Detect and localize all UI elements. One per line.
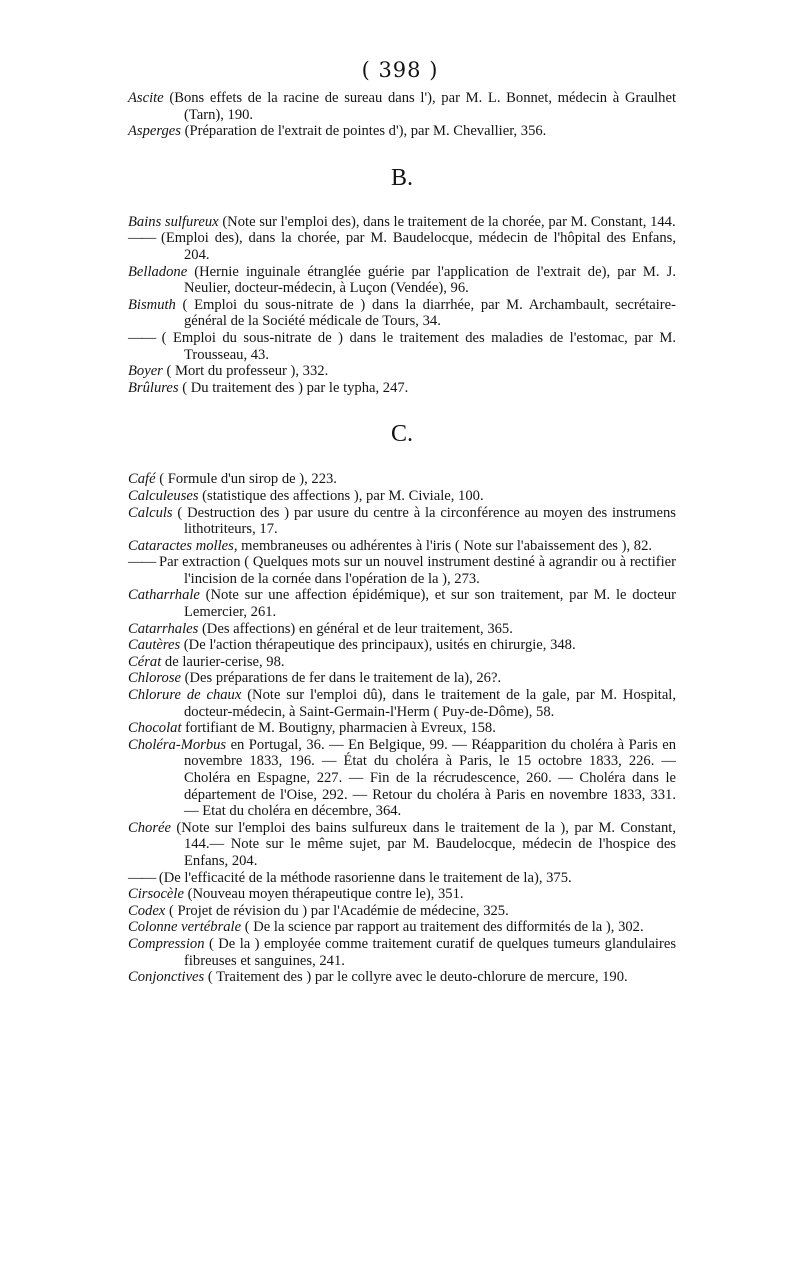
entry-term: Cautères bbox=[128, 637, 181, 654]
entry-text: ( Emploi du sous-nitrate de ) dans le traitement des maladies de l'estomac, par M. Trousseau, 43. bbox=[155, 329, 676, 363]
entry-text: (Nouveau moyen thérapeutique contre le), 351. bbox=[183, 886, 464, 903]
ditto-dash: —— bbox=[128, 554, 156, 571]
index-entry bbox=[128, 488, 676, 505]
entry-text: (Des affections) en général et de leur traitement, 365. bbox=[198, 620, 513, 637]
entry-text: de laurier-cerise, 98. bbox=[161, 653, 285, 670]
entry-text: en Portugal, 36. — En Belgique, 99. — Réapparition du choléra à Paris en novembre 1833, 196. — État du choléra à Paris, le 15 octobre 1833, 226. — Choléra en Espagne, 227. — Fin de la récrudescence, 260. — Choléra dans le département de l'Oise, 292. — Retour du choléra à Paris en novembre 1833, 331. — Etat du choléra en décembre, 364. bbox=[184, 736, 676, 820]
index-entry bbox=[128, 720, 676, 737]
index-column bbox=[128, 90, 676, 986]
index-entry bbox=[128, 380, 676, 397]
entry-text: Par extraction ( Quelques mots sur un nouvel instrument destiné à agrandir ou à rectifier l'incision de la cornée dans l'opération de la ), 273. bbox=[155, 554, 676, 587]
entry-term: Chlorure de chaux bbox=[128, 687, 242, 704]
index-entry bbox=[128, 936, 676, 969]
index-section bbox=[128, 90, 676, 140]
index-entry bbox=[128, 621, 676, 638]
index-entry bbox=[128, 919, 676, 936]
index-entry bbox=[128, 214, 676, 231]
entry-text: (Note sur l'emploi des bains sulfureux dans le traitement de la ), par M. Constant, 144.— Note sur le même sujet, par M. Baudelocque, médecin de l'hospice des Enfans, 204. bbox=[170, 819, 676, 869]
ditto-dash: —— bbox=[128, 869, 156, 886]
index-entry bbox=[128, 471, 676, 488]
entry-term: Catharrhale bbox=[128, 587, 200, 604]
ditto-dash: —— bbox=[128, 230, 156, 247]
index-entry bbox=[128, 330, 676, 363]
index-entry bbox=[128, 820, 676, 870]
index-entry bbox=[128, 903, 676, 920]
entry-term: Asperges bbox=[128, 123, 181, 140]
entry-text: ( Mort du professeur ), 332. bbox=[162, 363, 329, 380]
index-entry bbox=[128, 637, 676, 654]
entry-term: Brûlures bbox=[128, 379, 179, 396]
index-entry bbox=[128, 886, 676, 903]
index-entry bbox=[128, 587, 676, 620]
index-entry bbox=[128, 505, 676, 538]
index-section bbox=[128, 422, 676, 985]
entry-text: ( Du traitement des ) par le typha, 247. bbox=[178, 379, 409, 396]
entry-text: ( Formule d'un sirop de ), 223. bbox=[155, 471, 337, 488]
entry-text: (Note sur l'emploi des), dans le traitement de la chorée, par M. Constant, 144. bbox=[218, 213, 676, 230]
index-entry bbox=[128, 687, 676, 720]
index-entry bbox=[128, 90, 676, 123]
index-entry bbox=[128, 230, 676, 263]
index-entry bbox=[128, 654, 676, 671]
index-entry bbox=[128, 538, 676, 555]
entry-term: Chocolat bbox=[128, 720, 182, 737]
entry-term: Calculs bbox=[128, 504, 173, 521]
entry-text: (Préparation de l'extrait de pointes d'), par M. Chevallier, 356. bbox=[180, 123, 547, 140]
entry-term: Catarrhales bbox=[128, 620, 199, 637]
entry-text: ( De la ) employée comme traitement curatif de quelques tumeurs glandulaires fibreuses et sanguines, 241. bbox=[184, 935, 676, 969]
entry-term: Cérat bbox=[128, 653, 162, 670]
index-entry bbox=[128, 969, 676, 986]
entry-term: Café bbox=[128, 471, 156, 488]
entry-text: (Bons effets de la racine de sureau dans l'), par M. L. Bonnet, médecin à Graulhet (Tarn), 190. bbox=[163, 90, 676, 123]
entry-term: Boyer bbox=[128, 363, 163, 380]
entry-term: Cirsocèle bbox=[128, 886, 184, 903]
entry-term: Belladone bbox=[128, 263, 188, 280]
index-entry bbox=[128, 870, 676, 887]
entry-term: Conjonctives bbox=[128, 969, 205, 986]
entry-term: Colonne vertébrale bbox=[128, 919, 242, 936]
entry-text: , membraneuses ou adhérentes à l'iris ( Note sur l'abaissement des ), 82. bbox=[233, 537, 653, 554]
entry-text: (Emploi des), dans la chorée, par M. Baudelocque, médecin de l'hôpital des Enfans, 204. bbox=[155, 230, 676, 263]
entry-text: ( Destruction des ) par usure du centre à la circonférence au moyen des instrumens lithotriteurs, 17. bbox=[172, 504, 676, 538]
entry-text: (Des préparations de fer dans le traitement de la), 26?. bbox=[180, 670, 502, 687]
index-entry bbox=[128, 123, 676, 140]
entry-term: Ascite bbox=[128, 90, 164, 106]
index-entry bbox=[128, 737, 676, 820]
entry-term: Bismuth bbox=[128, 296, 176, 313]
entry-term: Calculeuses bbox=[128, 487, 199, 504]
entry-term: Bains sulfureux bbox=[128, 213, 219, 230]
section-letter: B. bbox=[390, 164, 413, 191]
index-entry bbox=[128, 297, 676, 330]
entry-text: (statistique des affections ), par M. Civiale, 100. bbox=[198, 487, 484, 504]
entry-text: fortifiant de M. Boutigny, pharmacien à Evreux, 158. bbox=[181, 720, 496, 737]
entry-text: (De l'action thérapeutique des principaux), usités en chirurgie, 348. bbox=[180, 637, 576, 654]
ditto-dash: —— bbox=[128, 329, 156, 346]
entry-text: (Note sur l'emploi dû), dans le traitement de la gale, par M. Hospital, docteur-médecin, à Saint-Germain-l'Herm ( Puy-de-Dôme), 58. bbox=[184, 687, 677, 720]
index-entry bbox=[128, 264, 676, 297]
entry-text: ( Projet de révision du ) par l'Académie de médecine, 325. bbox=[165, 902, 509, 919]
page-number: ( 398 ) bbox=[361, 58, 439, 82]
entry-term: Chorée bbox=[128, 819, 171, 836]
entry-term: Chlorose bbox=[128, 670, 181, 687]
entry-term: Cataractes molles bbox=[128, 537, 234, 554]
entry-term: Choléra-Morbus bbox=[128, 736, 227, 753]
entry-term: Compression bbox=[128, 935, 205, 952]
index-section bbox=[128, 166, 676, 397]
index-entry bbox=[128, 670, 676, 687]
entry-text: ( Emploi du sous-nitrate de ) dans la diarrhée, par M. Archambault, secrétaire-général de la Société médicale de Tours, 34. bbox=[175, 296, 676, 330]
index-entry bbox=[128, 554, 676, 587]
entry-text: ( De la science par rapport au traitement des difformités de la ), 302. bbox=[241, 919, 644, 936]
entry-text: (Note sur une affection épidémique), et sur son traitement, par M. le docteur Lemercier, 261. bbox=[184, 587, 676, 621]
entry-text: (De l'efficacité de la méthode rasorienne dans le traitement de la), 375. bbox=[155, 869, 572, 886]
entry-text: (Hernie inguinale étranglée guérie par l'application de l'extrait de), par M. J. Neulier, docteur-médecin, à Luçon (Vendée), 96. bbox=[184, 263, 676, 297]
entry-text: ( Traitement des ) par le collyre avec le deuto-chlorure de mercure, 190. bbox=[204, 969, 628, 986]
entry-term: Codex bbox=[128, 902, 166, 919]
section-letter: C. bbox=[390, 421, 413, 448]
index-entry bbox=[128, 363, 676, 380]
